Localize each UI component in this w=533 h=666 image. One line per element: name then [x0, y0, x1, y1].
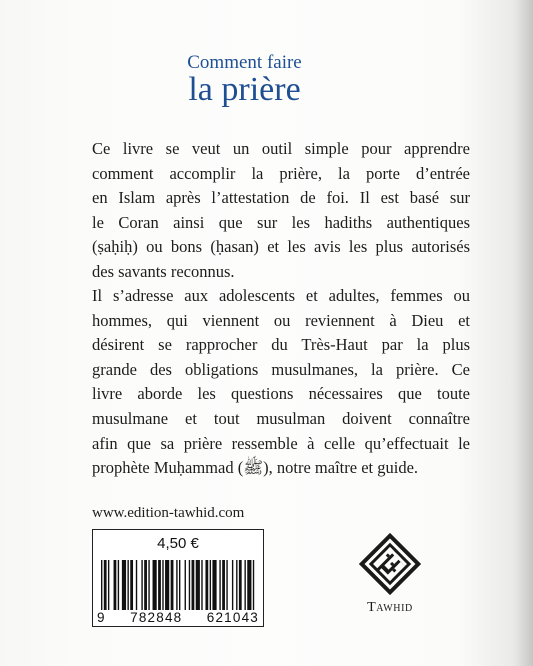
- barcode-bar: [226, 560, 227, 610]
- barcode-bar: [179, 560, 180, 610]
- barcode-bar: [244, 560, 245, 610]
- barcode-bar: [185, 560, 186, 610]
- barcode-bar: [158, 560, 161, 610]
- title-line-1: Comment faire: [187, 52, 302, 73]
- barcode-bar: [144, 560, 147, 610]
- isbn-digit-group: 782848: [130, 610, 183, 625]
- barcode-bar: [127, 560, 128, 610]
- barcode-bar: [210, 560, 211, 610]
- isbn-number: [97, 610, 259, 625]
- barcode-bar: [108, 560, 109, 610]
- barcode-bar: [201, 560, 202, 610]
- price-label: 4,50 €: [157, 535, 199, 552]
- barcode-bar: [118, 560, 119, 610]
- barcode-bar: [136, 560, 137, 610]
- blurb-line: comment accomplir la prière, la porte d’entrée: [92, 163, 470, 183]
- barcode-bar: [222, 560, 225, 610]
- barcode-bar: [236, 560, 237, 610]
- book-title: [0, 52, 533, 107]
- barcode-bar: [239, 560, 242, 610]
- barcode-bar: [141, 560, 142, 610]
- publisher-name: Tawhid: [367, 600, 413, 615]
- blurb-line: le Coran ainsi que sur les hadiths authentiques: [92, 212, 470, 232]
- barcode-bar: [205, 560, 208, 610]
- barcode-bar: [104, 560, 107, 610]
- barcode-bar: [162, 560, 163, 610]
- barcode-bar: [196, 560, 200, 610]
- barcode-bar: [247, 560, 251, 610]
- barcode-icon: [101, 560, 257, 610]
- blurb-line: prophète Muḥammad (ﷺ), notre maître et guide.: [92, 458, 419, 478]
- barcode-bar: [130, 560, 133, 610]
- blurb-line: (ṣaḥiḥ) ou bons (ḥasan) et les avis les plus autorisés: [92, 237, 470, 257]
- barcode-bar: [189, 560, 190, 610]
- blurb-line: des savants reconnus.: [92, 261, 235, 281]
- barcode-bar: [101, 560, 102, 610]
- barcode-bar: [176, 560, 177, 610]
- blurb-line: afin que sa prière ressemble à celle qu’effectuait le: [92, 433, 470, 453]
- barcode-bar: [122, 560, 126, 610]
- blurb-line: Il s’adresse aux adolescents et adultes, femmes ou: [92, 286, 470, 305]
- barcode-bar: [219, 560, 220, 610]
- barcode-bar: [171, 560, 174, 610]
- blurb-line: en Islam après l’attestation de foi. Il est basé sur: [92, 188, 470, 208]
- blurb-paragraph-2: [92, 284, 470, 481]
- publisher-website: www.edition-tawhid.com: [92, 505, 245, 521]
- isbn-digit-group: 9: [97, 610, 106, 625]
- barcode-bar: [165, 560, 169, 610]
- barcode-bar: [148, 560, 149, 610]
- blurb-paragraph-1: [92, 137, 470, 285]
- blurb-line: hommes, qui viennent ou reviennent à Dieu et: [92, 310, 470, 330]
- price-barcode-box: [92, 529, 264, 627]
- blurb-line: livre aborde les questions nécessaires que toute: [92, 384, 470, 404]
- blurb-line: Ce livre se veut un outil simple pour apprendre: [92, 139, 470, 158]
- title-line-2: la prière: [188, 71, 301, 108]
- tawhid-logo-icon: [359, 533, 421, 595]
- isbn-digit-group: 621043: [206, 610, 259, 625]
- barcode-bar: [153, 560, 157, 610]
- barcode-bar: [192, 560, 195, 610]
- barcode-bar: [253, 560, 254, 610]
- barcode-bar: [114, 560, 117, 610]
- barcode-bar: [232, 560, 233, 610]
- blurb-line: grande des obligations musulmanes, la prière. Ce: [92, 359, 470, 379]
- barcode-bar: [212, 560, 216, 610]
- blurb-line: musulmane et tout musulman doivent connaître: [92, 408, 470, 428]
- blurb-line: désirent se rapprocher du Très-Haut par la plus: [92, 335, 470, 355]
